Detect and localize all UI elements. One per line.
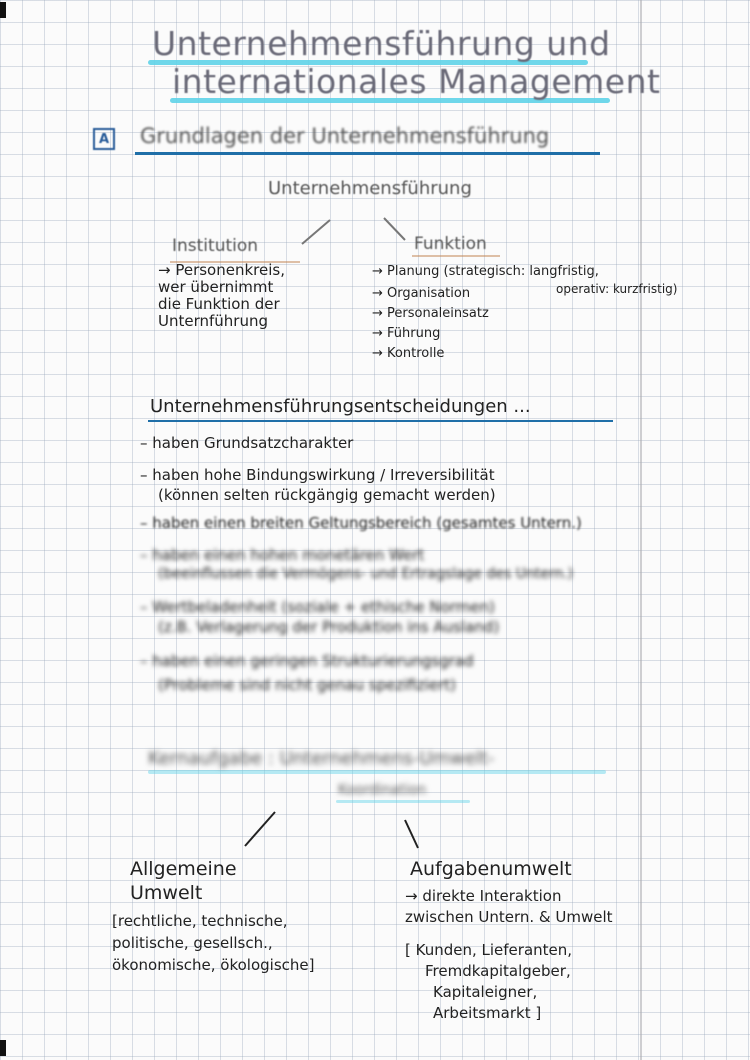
decisions-underline — [148, 420, 613, 422]
institution-text — [158, 262, 285, 330]
general-environment-list — [112, 910, 315, 976]
general-environment-title: Umwelt — [130, 882, 203, 904]
kernaufgabe-highlight — [336, 800, 470, 803]
decision-item: – Wertbeladenheit (soziale + ethische Normen) — [140, 598, 495, 616]
text-line: die Funktion der — [158, 295, 280, 313]
function-item: → Planung (strategisch: langfristig, — [372, 264, 599, 279]
function-item: → Personaleinsatz — [372, 306, 489, 321]
function-item: → Führung — [372, 326, 441, 341]
task-environment-text — [405, 886, 613, 928]
text-line: zwischen Untern. & Umwelt — [405, 908, 613, 926]
task-environment-list — [405, 940, 572, 1024]
decision-item: – haben einen breiten Geltungsbereich (gesamtes Untern.) — [140, 514, 582, 532]
text-line: ökonomische, ökologische] — [112, 956, 315, 974]
section-marker: A — [93, 128, 115, 150]
text-line: politische, gesellsch., — [112, 934, 273, 952]
decision-item: – haben einen hohen monetären Wert — [140, 546, 425, 564]
function-item: → Kontrolle — [372, 346, 445, 361]
text-line: [ Kunden, Lieferanten, — [405, 941, 573, 959]
text-line: → direkte Interaktion — [405, 887, 562, 905]
general-environment-title: Allgemeine — [130, 858, 237, 880]
task-environment-title: Aufgabenumwelt — [410, 858, 572, 880]
kernaufgabe-line2: Koordination — [338, 782, 427, 798]
decision-item: – haben Grundsatzcharakter — [140, 434, 354, 452]
text-line: → Personenkreis, — [158, 261, 285, 279]
text-line: wer übernimmt — [158, 278, 274, 296]
decision-item: (Probleme sind nicht genau spezifiziert) — [158, 676, 456, 694]
text-line: Arbeitsmarkt ] — [433, 1004, 542, 1022]
text-line: Unternführung — [158, 312, 269, 330]
page-title-line2: internationales Management — [172, 62, 661, 101]
decision-item: – haben einen geringen Strukturierungsgrad — [140, 652, 474, 670]
decision-item: (beeinflussen die Vermögens- und Ertragslage des Untern.) — [158, 566, 574, 582]
text-line: Fremdkapitalgeber, — [425, 962, 571, 980]
decision-item: (z.B. Verlagerung der Produktion ins Ausland) — [158, 618, 500, 636]
text-line: [rechtliche, technische, — [112, 912, 288, 930]
decision-item: (können selten rückgängig gemacht werden) — [158, 486, 496, 504]
text-line: Kapitaleigner, — [433, 983, 538, 1001]
function-label: Funktion — [414, 234, 487, 254]
kernaufgabe-highlight — [148, 770, 606, 774]
function-item: operativ: kurzfristig) — [556, 282, 678, 296]
mindmap-center: Unternehmensführung — [268, 178, 472, 199]
function-item: → Organisation — [372, 286, 471, 301]
decisions-heading: Unternehmensführungsentscheidungen ... — [150, 396, 531, 417]
kernaufgabe-line1: Kernaufgabe : Unternehmens-Umwelt- — [148, 748, 495, 769]
decision-item: – haben hohe Bindungswirkung / Irreversibilität — [140, 466, 495, 484]
institution-label: Institution — [172, 236, 259, 256]
page-title-line1: Unternehmensführung und — [152, 24, 611, 63]
section-heading: Grundlagen der Unternehmensführung — [140, 124, 550, 148]
